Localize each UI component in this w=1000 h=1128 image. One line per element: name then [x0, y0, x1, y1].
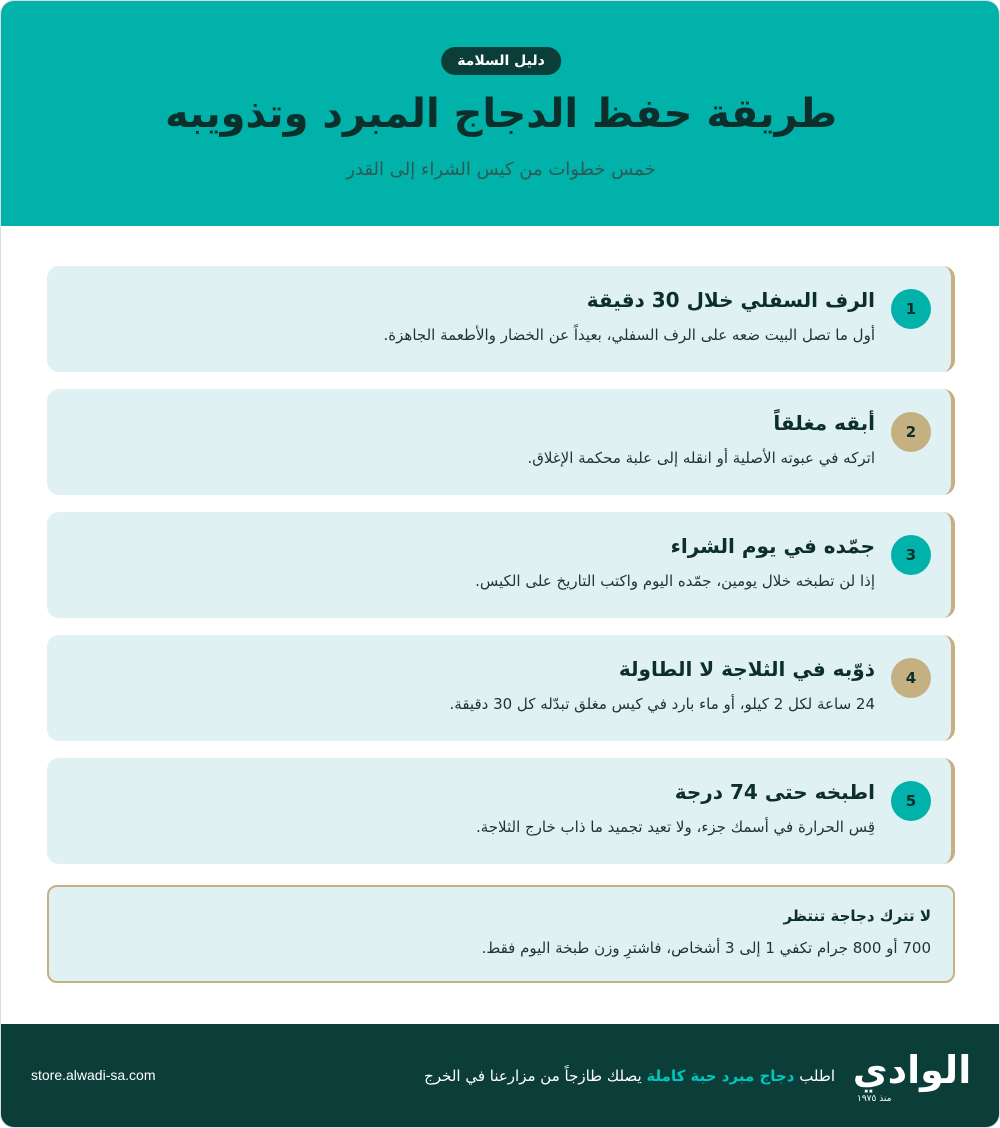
header-banner: [1, 1, 1000, 226]
promo-prefix: اطلب: [799, 1067, 835, 1085]
step-card-5: [47, 758, 955, 864]
step-title: اطبخه حتى 74 درجة: [674, 780, 875, 804]
step-description: إذا لن تطبخه خلال يومين، جمّده اليوم واكتب التاريخ على الكيس.: [475, 572, 875, 590]
page-subtitle: خمس خطوات من كيس الشراء إلى القدر: [346, 159, 656, 180]
page-title: طريقة حفظ الدجاج المبرد وتذويبه: [164, 91, 838, 137]
store-link[interactable]: store.alwadi-sa.com: [31, 1067, 156, 1083]
step-number-badge: 5: [891, 781, 931, 821]
step-card-4: [47, 635, 955, 741]
steps-list: [47, 266, 955, 881]
step-number-badge: 2: [891, 412, 931, 452]
step-number-badge: 1: [891, 289, 931, 329]
step-description: أول ما تصل البيت ضعه على الرف السفلي، بعيداً عن الخضار والأطعمة الجاهزة.: [383, 326, 875, 344]
promo-product-highlight: دجاج مبرد حبة كاملة: [646, 1067, 795, 1085]
step-title: جمّده في يوم الشراء: [670, 534, 875, 558]
step-number-badge: 3: [891, 535, 931, 575]
tip-note-box: [47, 885, 955, 983]
step-card-2: [47, 389, 955, 495]
footer-bar: [1, 1024, 1000, 1128]
safety-guide-badge: دليل السلامة: [441, 47, 561, 75]
step-title: الرف السفلي خلال 30 دقيقة: [586, 288, 875, 312]
footer-promo-text: [424, 1067, 835, 1085]
step-title: ذوّبه في الثلاجة لا الطاولة: [618, 657, 875, 681]
note-title: لا تترك دجاجة تنتظر: [783, 907, 931, 925]
step-card-1: [47, 266, 955, 372]
step-description: 24 ساعة لكل 2 كيلو، أو ماء بارد في كيس مغلق تبدّله كل 30 دقيقة.: [449, 695, 875, 713]
step-title: أبقه مغلقاً: [773, 411, 875, 435]
logo-since-label: منذ ١٩٧٥: [857, 1094, 892, 1104]
step-description: قِس الحرارة في أسمك جزء، ولا تعيد تجميد ما ذاب خارج الثلاجة.: [475, 818, 875, 836]
logo-wordmark: الوادي: [852, 1048, 972, 1092]
step-description: اتركه في عبوته الأصلية أو انقله إلى علبة محكمة الإغلاق.: [527, 449, 875, 467]
brand-logo: [851, 1046, 973, 1112]
step-number-badge: 4: [891, 658, 931, 698]
step-card-3: [47, 512, 955, 618]
promo-suffix: يصلك طازجاً من مزارعنا في الخرج: [424, 1067, 642, 1085]
note-text: 700 أو 800 جرام تكفي 1 إلى 3 أشخاص، فاشترِ وزن طبخة اليوم فقط.: [481, 939, 931, 957]
